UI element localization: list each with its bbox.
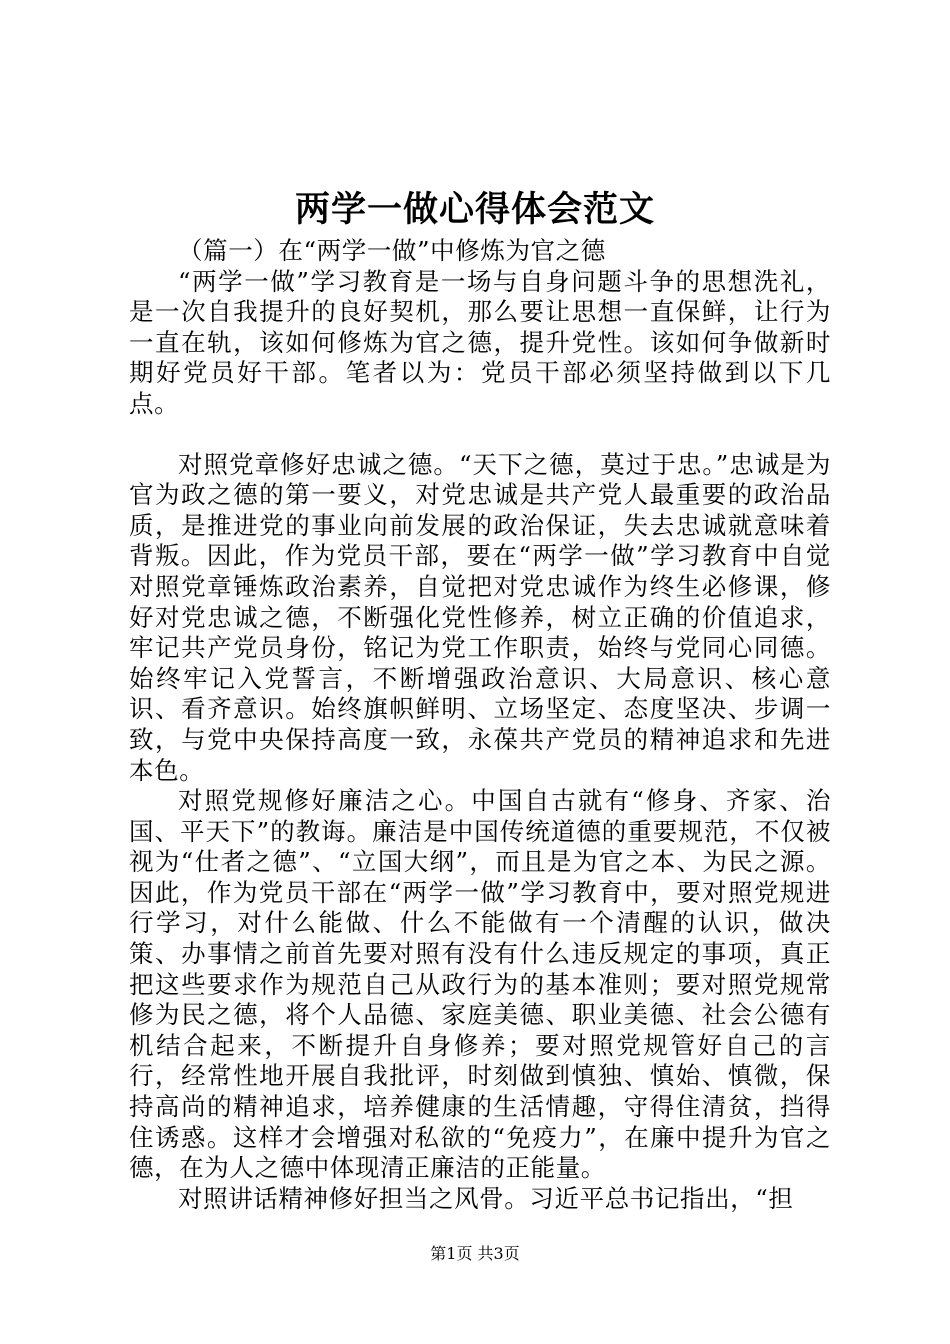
paragraph-loyalty: 对照党章修好忠诚之德。“天下之德，莫过于忠。”忠诚是为官为政之德的第一要义，对党忠诚是共产党人最重要的政治品质，是推进党的事业向前发展的政治保证，失去忠诚就意味着背叛。因此，作为党员干部，要在“两学一做”学习教育中自觉对照党章锤炼政治素养，自觉把对党忠诚作为终生必修课，修好对党忠诚之德，不断强化党性修养，树立正确的价值追求，牢记共产党员身份，铭记为党工作职责，始终与党同心同德。始终牢记入党誓言，不断增强政治意识、大局意识、核心意识、看齐意识。始终旗帜鲜明、立场坚定、态度坚决、步调一致，与党中央保持高度一致，永葆共产党员的精神追求和先进本色。 bbox=[129, 449, 831, 785]
paragraph-integrity: 对照党规修好廉洁之心。中国自古就有“修身、齐家、治国、平天下”的教诲。廉洁是中国传统道德的重要规范，不仅被视为“仕者之德”、“立国大纲”，而且是为官之本、为民之源。因此，作为党员干部在“两学一做”学习教育中，要对照党规进行学习，对什么能做、什么不能做有一个清醒的认识，做决策、办事情之前首先要对照有没有什么违反规定的事项，真正把这些要求作为规范自己从政行为的基本准则；要对照党规常修为民之德，将个人品德、家庭美德、职业美德、社会公德有机结合起来，不断提升自身修养；要对照党规管好自己的言行，经常性地开展自我批评，时刻做到慎独、慎始、慎微，保持高尚的精神追求，培养健康的生活情趣，守得住清贫，挡得住诱惑。这样才会增强对私欲的“免疫力”，在廉中提升为官之德，在为人之德中体现清正廉洁的正能量。 bbox=[129, 786, 831, 1183]
document-body bbox=[129, 236, 831, 1214]
page-footer: 第1页 共3页 bbox=[430, 1244, 520, 1263]
paragraph-intro: “两学一做”学习教育是一场与自身问题斗争的思想洗礼，是一次自我提升的良好契机，那么要让思想一直保鲜，让行为一直在轨，该如何修炼为官之德，提升党性。该如何争做新时期好党员好干部。笔者以为：党员干部必须坚持做到以下几点。 bbox=[129, 266, 831, 418]
document-title: 两学一做心得体会范文 bbox=[294, 190, 655, 230]
paragraph-responsibility: 对照讲话精神修好担当之风骨。习近平总书记指出，“担 bbox=[178, 1183, 794, 1213]
section-heading: （篇一）在“两学一做”中修炼为官之德 bbox=[178, 236, 606, 265]
